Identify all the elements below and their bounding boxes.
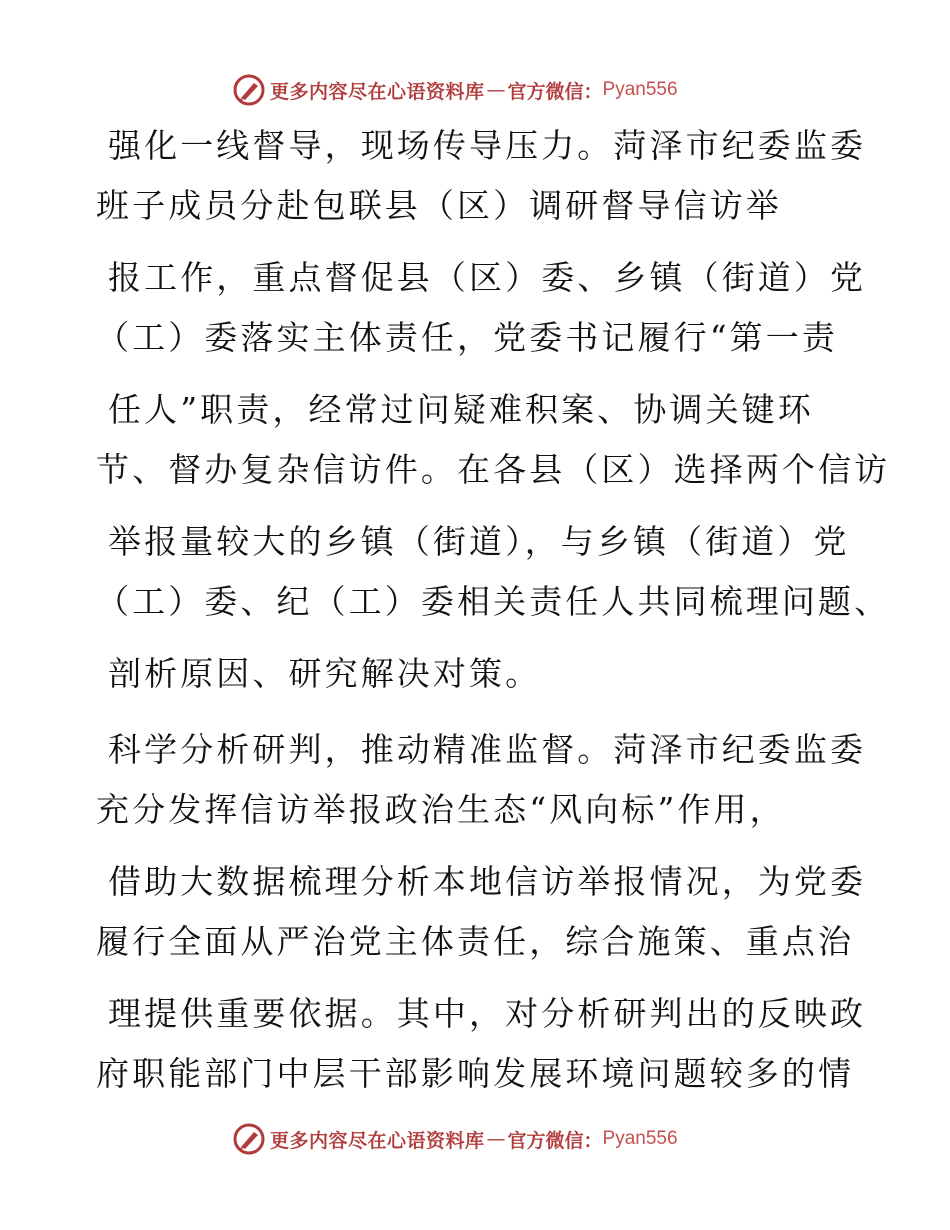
banner-wechat-label: 官方微信： bbox=[507, 1129, 603, 1152]
text-line: 班子成员分赴包联县（区）调研督导信访举 bbox=[96, 186, 782, 225]
text-line: （工）委落实主体责任，党委书记履行“第一责 bbox=[96, 318, 838, 357]
text-line: 强化一线督导，现场传导压力。菏泽市纪委监委 bbox=[108, 126, 867, 165]
text-line: 科学分析研判，推动精准监督。菏泽市纪委监委 bbox=[108, 730, 867, 769]
text-line: 充分发挥信访举报政治生态“风向标”作用， bbox=[96, 790, 786, 829]
text-line: 任人”职责，经常过问疑难积案、协调关键环 bbox=[108, 390, 814, 429]
banner-separator: — bbox=[486, 79, 506, 101]
banner-wechat-id: Pyan556 bbox=[602, 1128, 678, 1149]
text-line: 借助大数据梳理分析本地信访举报情况，为党委 bbox=[108, 862, 867, 901]
text-line: 履行全面从严治党主体责任，综合施策、重点治 bbox=[96, 922, 855, 961]
text-line: 报工作，重点督促县（区）委、乡镇（街道）党 bbox=[108, 258, 867, 297]
footer-banner bbox=[232, 1122, 678, 1156]
text-line: 府职能部门中层干部影响发展环境问题较多的情 bbox=[96, 1054, 855, 1093]
banner-text: 更多内容尽在心语资料库 bbox=[270, 1129, 485, 1152]
text-line: 举报量较大的乡镇（街道），与乡镇（街道）党 bbox=[108, 522, 850, 561]
pen-logo-icon bbox=[232, 1122, 266, 1156]
banner-wechat-label: 官方微信： bbox=[507, 80, 603, 103]
text-line: 节、督办复杂信访件。在各县（区）选择两个信访 bbox=[96, 450, 891, 489]
header-banner bbox=[232, 73, 678, 107]
pen-logo-icon bbox=[232, 73, 266, 107]
text-line: 理提供重要依据。其中，对分析研判出的反映政 bbox=[108, 994, 867, 1033]
banner-wechat-id: Pyan556 bbox=[602, 79, 678, 100]
text-line: （工）委、纪（工）委相关责任人共同梳理问题、 bbox=[96, 582, 891, 621]
banner-text: 更多内容尽在心语资料库 bbox=[270, 80, 485, 103]
banner-separator: — bbox=[486, 1128, 506, 1150]
text-line: 剖析原因、研究解决对策。 bbox=[108, 654, 542, 693]
